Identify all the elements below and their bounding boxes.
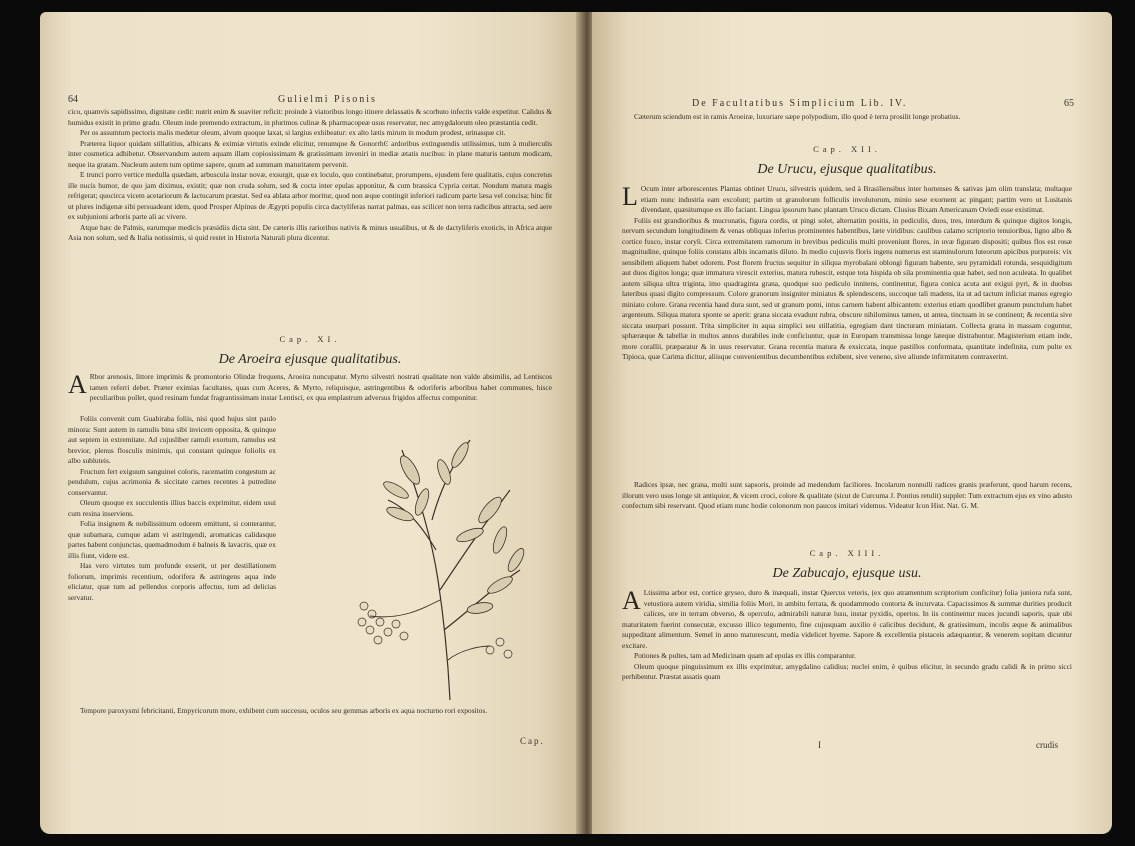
paragraph: Radices ipsæ, nec grana, multi sunt sapsoris, proinde ad medendum faciliores. Incolarum nonnulli radices granis præferunt, quod harum recens, illorum vero usus longe sit antiquior, & vicem croci, colore & qualitate (sicut de Curcuma J. Pontius retulit) supplet: Tum extractum ejus ex vino adusto confectum sibi reservant. Quod etiam nunc hodie colonorum non paucos imitari videmus. Videatur Icon Hist. Nat. G. M. (622, 480, 1072, 510)
chapter-title: De Urucu, ejusque qualitatibus. (757, 162, 937, 177)
paragraph: Potiones & pultes, tam ad Medicinam quam ad epulas ex illis comparantur. (634, 651, 856, 660)
paragraph: Tempore paroxysmi febricitanti, Empyricorum more, exhibent cum successu, oculos seu gemmas arboris ex aqua nocturno rori expositos. (80, 706, 488, 715)
chapter-label: Cap. XIII. (809, 548, 885, 558)
open-book (40, 12, 1112, 834)
paragraph: Has vero virtutes tum profunde exserit, ut per destillationem foliorum, imprimis recentium, odorifera & astringens aqua inde eliciatur, quæ tum ad pellendos corporis affectus, tum ad delicias servatur. (68, 561, 276, 602)
paragraph: cico, quamvis sapidissimo, dignitate cedit: nutrit enim & suaviter reficit: proinde à viatoribus longo itinere delassatis & scorbuto infectis valde expetitur. Calidus & humidus existit in primo gradu. Oleum inde premendo extractum, in plurimos culinæ & pharmacopeæ usus reservatur, nec amygdalorum oleo præstantia cedit. (68, 107, 552, 127)
urucu-text (622, 184, 1072, 474)
drop-cap: A (68, 372, 87, 399)
aroeira-plant-illustration (340, 410, 540, 702)
paragraph: Foliis est grandioribus & mucronatis, figura cordis, ut pingi solet, alternatim positis, in pediculis, duos, tres, interdum & quinque digitos longis, nervum secundum longitudinem & venas obliquas inferius prominentes habentibus, læte viridibus: caulibus calamo scriptorio tenuioribus, ligno albo & cortice fusco, instar coryli. Circa extremitatem ramorum in brevibus pediculis multi proveniunt flores, in uvæ figuram dispositi; quibus flos est rosæ magnitudine, quinque foliis constans albis incarnatis diluto. In medio cujusvis floris ingens numerus est staminulorum luteorum apicibus purpureis: vix sensibilem aliquem habet odorem. Post florem fructus sequitur in siliqua myrobalani oblongi figuram habente, seu pyramidali rotunda, sesquidigitum aut duos digitos longa; quæ immatura virescit exterius, matura rubescit, estque tota hispida ob sila prominentia quæ habet, sed non aculeata. In qualibet autem siliqua ultra triginta, imo quadraginta grana, quodque suo pediculo innitens, continentur, figura conica acuta aut exigui pyri, & in duobus lateribus quasi digito compressum. Colore granorum insigniter miniatus & splendescens, succoque tali madens, ita ut ad tactum inficiat manus egregio miniato colore. Grana recentia haud dura sunt, sed ut granum pomi, intus carnem habent albicantem: exterius etiam quodlibet granum punctulum habet argenteum. Siliqua matura sponte se aperit: grana siccata evadunt rubra, obscure nihilominus tamen, ut antea, tinctuam in se continent; & recentia sive siccata usurpari possunt. Trita simpliciter in aqua simplici seu stillatitia, egregiam dant tincturam miniatam. Collecta grana in massam coguntur, sphæræque & tabellæ in multos annos durabiles inde conficiuntur, quæ in Europam transmissa longe lateque distrahuntur. Magisterium etiam inde, more corallii, præparatur & in usus reservatur. Grana recentia matura & exsiccata, inque pastillos conformata, quantitate indefinita, cum pulte ex Tipioca, quæ Carima dicitur, aliisque convenientibus decumbentibus exhibent, sive veneno, sive aliunde infirmitatem contraxerint. (622, 215, 1072, 361)
left-page (40, 12, 580, 834)
paragraph: Ocum inter arborescentes Plantas obtinet Urucu, silvestris quidem, sed à Brasiliensibus inter hortenses & sativas jam olim translata; multaque etiam nunc industria eam excolunt; partim ut granulorum folliculis involutorum, minio sese exornent ac pingant; partim vero ut Lusitanis divendant, quæsitumque ex illo faciant. Lingua ipsorum hanc plantam Urucu dictam. Clusius Bixam Americanam Oviedi esse existimat. (640, 184, 1072, 214)
zabucajo-text (622, 588, 1072, 738)
right-page (592, 12, 1112, 834)
right-catchword: crudis (1036, 740, 1058, 750)
right-body-top (622, 112, 1072, 123)
paragraph: Ltissima arbor est, cortice gryseo, duro & inæquali, instar Quercus veteris, (ex quo atramentum scriptorium conficitur) folia juniora rufa sunt, vetustiora autem viridia, similia foliis Mori, in ambitu ferrata, & quodammodo contorta & incurvata. Capacissimos & summæ durities producit calices, ore in terram obverso, & operculo, admirabili naturæ lusu, instar pyxidis, opertos. In iis continentur nuces jucundi saporis, quæ ubi maturitatem fuerint consecutæ, excusso illico tegumento, fine cujusquam auxilio è calicibus decidunt, & gratissimum, incolis æque & animalibus suppeditant alimentum. Semel in anno maturescunt, media videlicet hyeme. Sapore & excellentia pistaceis adæquantur, & venerem sopitam dicuntur excitare. (622, 588, 1072, 650)
paragraph: Præterea liquor quidam stillatitius, albicans & eximiæ virtutis exinde elicitur, renumque & GonorrhϾ ardoribus extinguendis utilissimus, tum à mulierculis inter cosmetica adhibetur. Observandum autem aquam illam copiosissimam & gratissimam inveniri in mediæ ætatis nucibus: in plane maturis tantum modicam, neque ita gratam. Nucleum autem tum optime sapere, quum ad summam maturitatem pervenit. (68, 138, 552, 169)
signature-mark: I (818, 740, 823, 750)
left-body-top (68, 107, 552, 244)
chapter-title: De Aroeira ejusque qualitatibus. (218, 352, 402, 367)
left-page-number: 64 (68, 94, 78, 105)
chapter-title: De Zabucajo, ejusque usu. (772, 566, 922, 581)
right-running-header: De Facultatibus Simplicium Lib. IV. (692, 98, 908, 109)
paragraph: Oleum quoque pinguissimum ex illis exprimitur, amygdalino calidius; nuclei enim, è quibus elicitur, in secundo gradu calidi & in primo sicci perhibentur. Præstat assatis quam (622, 661, 1072, 681)
paragraph: Cæterum sciendum est in ramis Aroeiræ, luxuriare sæpe polypodium, illo quod è terra prosilit longe probatius. (634, 112, 961, 121)
paragraph: Oleum quoque ex succulentis illius baccis exprimitur, eidem usui cum resina inserviens. (68, 498, 276, 518)
paragraph: Folia insignem & nobilissimum odorem emittunt, si conterantur, quæ subamara, cumque adam vi astringendi, aromaticas calidasque partes habent conjunctas, quemadmodum è balneis & lavacris, quæ ex illis fiunt, videre est. (68, 519, 276, 560)
left-running-header: Gulielmi Pisonis (278, 94, 377, 105)
urucu-roots-text (622, 480, 1072, 542)
paragraph: Atque hæc de Palmis, earumque medicis præsidiis dicta sint. De cæteris illis rarioribus nativis & minus usualibus, ut & de dactyliferis exoticis, in Africa atque Asia non solum, sed & Italia notissimis, si quid restet in Historia Naturali plura dicentur. (68, 222, 552, 242)
paragraph: Foliis convenit cum Guabiraba foliis, nisi quod hujus sint paulo minora: Sunt autem in ramulis bina sibi invicem opposita, & quinque aut septem in extremitate. Ad cujusliber ramuli exortum, ramulus est brevior, plenus flosculis minimis, qui constant quinque foliolis ex albo subluteis. (68, 414, 276, 465)
paragraph: Per os assumtum pectoris malis medetur oleum, alvum quoque laxat, si largius exhibeatur: ex alto lætis mirum in modum prodest, urinasque cit. (80, 128, 506, 137)
paragraph: Fructum fert exiguum sanguinei coloris, racematim congestum ac pendulum, cujus acrimonia & siccitate carnes recentes à putredine conservantur. (68, 466, 276, 497)
left-column-text (68, 414, 276, 704)
left-body-bottom (68, 706, 552, 717)
right-page-number: 65 (1064, 98, 1074, 109)
drop-cap: L (622, 184, 638, 211)
drop-cap: A (622, 588, 641, 615)
paragraph: E trunci porro vertice medulla quædam, arbuscula instar novæ, exsurgit, quæ ex loculo, quo continebatur, prorumpens, ejusdem fere qualitatis, cujus concretus ille nucis humor, de quo jam diximus, existit; quæ non cruda solum, sed & cocta inter epulas apponitur, & cum brassica Cypria certat. Nondum matura magis refrigerat; quocirca vicem acetariorum & lactucarum præstat. Sed ea ablata arbor moritur, quod non æque contingit inferiori radicum parte læsa vel concisa; hinc fit ut plures indigenæ sibi persuadeant idem, quod Prosper Alpinus de Ægypti populis circa dactyliferas narrat palmas, eas scilicet non terra radicibus attracta, sed aere ex subjunioni arboris parte ali ac vivere. (68, 170, 552, 221)
chapter-label: Cap. XI. (279, 334, 341, 344)
paragraph: Rbor arenosis, littore imprimis & promontorio Olindæ frequens, Aroeira nuncupatur. Myrto silvestri nostrati qualitate non valde absimilis, ad Lentiscos tamen referri debet. Præter eximias facultates, quas cum Aceres, & Myrto, reliquisque, astringentibus & odoriferis arboribus habet communes, hisce peculiaribus pollet, quod resinam fundat fragrantissimam instar Lentisci, ex qua emplastrum adversus frigidos affectus componitur. (89, 372, 552, 402)
left-catchword: Cap. (520, 736, 545, 746)
chapter-label: Cap. XII. (813, 144, 881, 154)
aroeira-intro (68, 372, 552, 412)
